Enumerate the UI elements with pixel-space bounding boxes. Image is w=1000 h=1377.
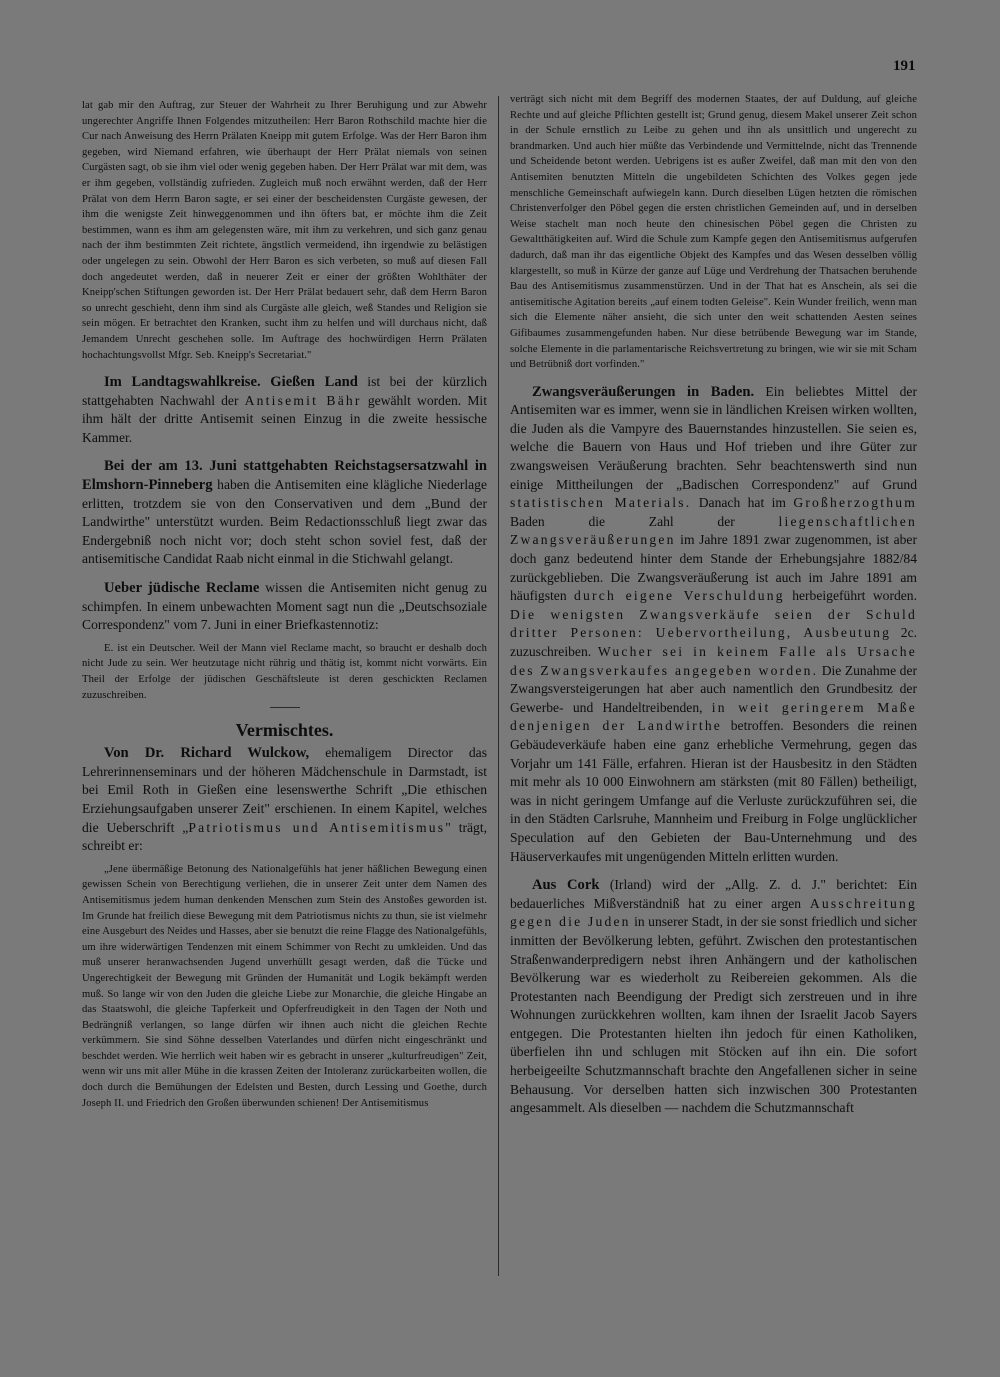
letter-continuation: lat gab mir den Auftrag, zur Steuer der Wahrheit zu Ihrer Beruhigung und zur Abwehr ungerechter Angriffe Ihnen Folgendes mitzutheilen: Herr Baron Rothschild machte hier die Cur nach Anweisung des Herrn Prälaten Kneipp mit gutem Erfolge. Was der Herr Baron ihm gegeben, wird Niemand erfahren, wie überhaupt der Herr Prälat niemals von seinen Curgästen sagt, ob sie ihm viel oder wenig gegeben haben. Der Herr Prälat war mit dem, was er ihm gegeben, vollständig zufrieden. Zugleich muß noch erwähnt werden, daß der Herr Prälat von dem Herrn Baron sagte, er sei einer der bescheidensten Curgäste gewesen, der ihm die wenigste Zeit hinweggenommen und ihn öfters bat, er möchte ihm die Zeit bestimmen, wann es ihm am gelegensten wäre, mit ihm zu verkehren, und sich ganz genau nach der ihm bestimmten Zeit richtete, ängstlich vermeidend, ihn irgendwie zu belästigen oder ungelegen zu sein. Obwohl der Herr Baron es sich verbeten, so muß auf diesen Fall doch angedeutet werden, daß in neuerer Zeit er einer der größten Wohlthäter der Kneipp'schen Stiftungen geworden ist. Der Herr Prälat bedauert sehr, daß dem Herrn Baron so unrecht geschieht, denn ihm sind als Curgäste alle gleich, weß Standes und Religion sie sein mögen. Er betrachtet den Kranken, sucht ihm zu helfen und will durchaus nicht, daß Jemandem Unrecht geschehen solle. Im Auftrage des hochwürdigen Herrn Prälaten hochachtungsvollst Mfgr. Seb. Kneipp's Secretariat." (82, 100, 487, 361)
article-text: haben die Antisemiten eine klägliche Niederlage erlitten, trotzdem sie von den Conservativen und dem „Bund der Landwirthe" unterstützt wurden. Beim Redactionsschluß liegt zwar das Endergebniß noch nicht vor; doch steht schon soviel fest, daß der antisemitische Candidat Raab nicht einmal in die Stichwahl gelangt. (82, 477, 487, 567)
section-divider (270, 707, 300, 708)
article-landtagswahl (82, 373, 487, 447)
article-text: Danach hat im (691, 495, 794, 511)
quoted-passage-continuation: verträgt sich nicht mit dem Begriff des modernen Staates, der auf Duldung, auf gleiche Rechte und auf gleiche Pflichten gestellt ist; Grund genug, diesem Makel unserer Zeit schon in der Schule ernstlich zu Leibe zu gehen und ihn als unsittlich und ungerecht zu brandmarken. Und auch hier müßte das Verbindende und Vermittelnde, nicht das Trennende und Scheidende betont werden. Uebrigens ist es außer Zweifel, daß man mit den von den Antisemiten benutzten Mitteln die ungebildeten Schichten des Volkes gegen jede menschliche Gemeinschaft aufwiegeln kann. Durch dieselben Lügen hetzten die römischen Christenverfolger den Pöbel gegen die ersten christlichen Gemeinden auf, und in derselben Weise stachelt man noch heute den chinesischen Pöbel gegen die Christen zu Gewaltthätigkeiten auf. Wird die Schule zum Kampfe gegen den Antisemitismus aufgerufen dadurch, daß man ihr das eigentliche Objekt des Kampfes und das Wesen desselben völlig klargestellt, so muß in Kürze der ganze auf Lüge und Verdrehung der Thatsachen beruhende Bau des Antisemitismus zusammenstürzen. Und in der That hat es Anschein, als sei die antisemitische Agitation bereits „auf einem todten Geleise". Kein Wunder freilich, wenn man sich die Elemente näher ansieht, die sich unter den weit schattenden Aesten seines Gifibaumes zusammengefunden haben. Nur diese betrübende Bewegung war im Stande, solche Elemente in die parlamentarische Reichsvertretung zu bringen, wie wir sie mit Scham und Betrübniß dort vorfinden." (510, 94, 917, 371)
right-column (510, 92, 917, 1118)
column-divider (498, 96, 499, 1276)
article-text: wissen die Antisemiten nicht genug zu schimpfen. In einem unbewachten Moment sagt nun die „Deutschsoziale Correspondenz" vom 7. Juni in einer Briefkastennotiz: (82, 580, 487, 633)
article-text: herbeigeführt worden. (784, 588, 917, 604)
article-reclame (82, 579, 487, 635)
article-headline: Zwangsveräußerungen in Baden. (532, 383, 755, 400)
quoted-passage: „Jene übermäßige Betonung des Nationalgefühls hat jener häßlichen Bewegung einen gewissen Schein von Berechtigung verliehen, die in unserer Zeit unter dem Namen des Antisemitismus jedem human denkenden Menschen zum Stein des Anstoßes geworden ist. Im Grunde hat freilich diese Bewegung mit dem Patriotismus nichts zu thun, sie ist vielmehr eine Ausgeburt des Neides und Hasses, aber sie benutzt die reine Flagge des Nationalgefühls, um ihre widerwärtigen Tendenzen mit einem Schimmer von Recht zu umkleiden. Und das muß unserer heranwachsenden Jugend unverhüllt gesagt werden, daß die Tücke und Ungerechtigkeit der Bewegung mit Gründen der Humanität und Logik bekämpft werden muß. So lange wir von den Juden die gleiche Liebe zur Monarchie, die gleiche Hingabe an das Staatswohl, die gleiche Tapferkeit und Opferfreudigkeit in den Tagen der Noth und Bedrängniß verlangen, so lange dürfen wir ihnen auch nicht die gleichen Rechte verkümmern. Sie sind Söhne desselben Vaterlandes und dürfen nicht eingeschränkt und beschdet werden. Wie herrlich weit haben wir es gebracht in unserer „kulturfreudigen" Zeit, wenn wir uns mit aller Mühe in die krassen Zeiten der Intoleranz zurückarbeiten wollen, die doch durch die Bemühungen der Edelsten und Besten, durch Lessing und Goethe, durch Joseph II. und Friedrich den Großen überwunden schienen! Der Antisemitismus (82, 863, 487, 1109)
article-text-spaced: in weit geringerem Maße denjenigen der Landwirthe (510, 699, 917, 734)
article-zwangsveraeusserungen (510, 383, 917, 866)
article-text-spaced: liegenschaftlichen Zwangsveräußerungen (510, 513, 917, 548)
article-text: 2c. zuzuschreiben. (510, 625, 917, 659)
quoted-notice: E. ist ein Deutscher. Weil der Mann viel Reclame macht, so braucht er deshalb doch nicht Jude zu sein. Wer heutzutage nicht rührig und thätig ist, kommt nicht vorwärts. Ein Theil der Erfolge der jüdischen Geschäftsleute ist deren geschickten Reclamen zuzuschreiben. (82, 642, 487, 701)
article-text: im Jahre 1891 zwar zugenommen, ist aber doch ganz bedeutend hinter dem Stande der Erhebungsjahre 1882/84 zurückgeblieben. Die Zwangsveräußerung ist auch im Jahre 1891 am häufigsten (510, 532, 917, 604)
article-text-spaced: Großherzogthum (793, 495, 917, 511)
article-text: in unserer Stadt, in der sie sonst friedlich und sicher inmitten der Bevölkerung lebten, geführt. Zwischen den protestantischen Straßenwanderpredigern nebst ihren Anhängern und der katholischen Bevölkerung war es wiederholt zu Reibereien gekommen. Als die Protestanten nach Beendigung der Predigt sich zerstreuen und in ihre Wohnungen zurückkehren wollten, kam ihnen der Israelit Jacob Sayers entgegen. Die Protestanten hielten ihn jedoch für einen Katholiken, überfielen ihn und schlugen mit Stöcken auf ihn ein. Die sofort herbeigeeilte Schutzmannschaft brachte den Angefallenen sicher in seine Behausung. Vor derselben hatten sich inzwischen 300 Protestanten angesammelt. Als dieselben — nachdem die Schutzmannschaft (510, 914, 918, 1116)
article-headline: Von Dr. Richard Wulckow, (104, 745, 310, 762)
page-number: 191 (893, 58, 916, 74)
article-text: Ein beliebtes Mittel der Antisemiten war es immer, wenn sie in ländlichen Kreisen wirken wollten, die Juden als die Vampyre des Bauernstandes hinzustellen. Sie seien es, welche die Bauern von Haus und Hof trieben und ihre Güter zur zwangsweisen Veräußerung brachten. Sehr beachtenswerth sind nun einige Mittheilungen der „Badischen Correspondenz" auf Grund (510, 383, 917, 492)
article-text: ist bei der kürzlich stattgehabten Nachwahl der (82, 374, 487, 408)
article-text-spaced: statistischen Materials. (510, 495, 692, 511)
article-cork (510, 876, 917, 1118)
article-text-spaced: Wucher sei in keinem Falle als Ursache des Zwangsverkaufes angegeben worden. (510, 644, 917, 678)
article-text: Die Zunahme der Zwangsversteigerungen hat aber auch namentlich den Grundbesitz der Gewerbe- und Handeltreibenden, (510, 662, 918, 715)
article-text: betroffen. Besonders die reinen Gebäudeverkäufe haben eine ganz erhebliche Vermehrung, gegen das Vorjahr um 141 Fälle, erfahren. Hieran ist der Hausbesitz in den Städten mit mehr als 10 000 Einwohnern am stärksten (mit 80 Fällen) betheiligt, was in nicht geringem Umfange auf die Verluste zurückzuführen sei, die in den Städten Carlsruhe, Mannheim und Freiburg in Folge unglücklicher Speculation auf den Gebieten der Bau-Unternehmung und des Häuserverkaufes mit ungenügenden Mitteln erlitten wurden. (510, 718, 917, 864)
article-headline: Ueber jüdische Reclame (104, 580, 260, 597)
article-text: " trägt, schreibt er: (82, 819, 488, 854)
article-text-spaced: Ausschreitung gegen die Juden (510, 895, 917, 930)
article-reichstagsersatzwahl (82, 457, 487, 569)
article-headline: Aus Cork (532, 877, 600, 894)
article-text-spaced: Patriotismus und Antisemitismus (188, 819, 446, 835)
section-heading: Vermischtes. (235, 720, 334, 741)
left-column (82, 98, 487, 1111)
article-text-spaced: durch eigene Verschuldung (574, 588, 785, 604)
article-text: (Irland) wird der „Allg. Z. d. J." berichtet: Ein bedauerliches Mißverständniß hat zu einer argen (510, 877, 918, 911)
article-wulckow (82, 744, 487, 856)
article-text-spaced: Die wenigsten Zwangsverkäufe seien der Schuld dritter Personen: Uebervortheilung, Ausbeutung (510, 606, 917, 641)
article-text: Baden die Zahl der (510, 513, 779, 529)
article-headline: Bei der am 13. Juni stattgehabten Reichstagsersatzwahl in Elmshorn-Pinneberg (82, 458, 487, 494)
article-text: ehemaligem Director das Lehrerinnenseminars und der höheren Mädchenschule in Darmstadt, ist bei Emil Roth in Gießen eine lesenswerthe Schrift „Die ethischen Erziehungsaufgaben unserer Zeit" erschienen. In einem Kapitel, welches die Ueberschrift „ (82, 745, 487, 835)
article-headline: Im Landtagswahlkreise. Gießen Land (104, 374, 358, 391)
article-text-spaced: Antisemit Bähr (244, 392, 362, 408)
article-text: gewählt worden. Mit ihm hält der dritte Antisemit seinen Einzug in die zweite hessische Kammer. (82, 392, 487, 445)
